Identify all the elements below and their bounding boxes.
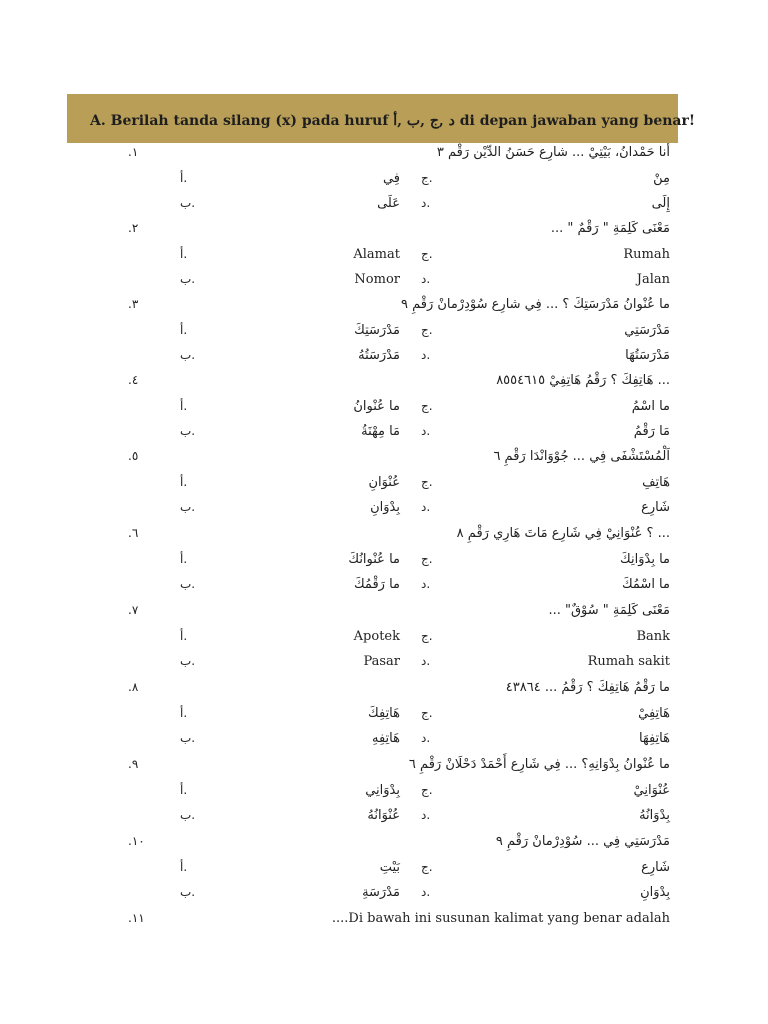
option-b[interactable]: مَدْرَسَتُهُ <box>358 348 400 363</box>
question-text: ....Di bawah ini susunan kalimat yang benar adalah <box>331 911 670 926</box>
option-d[interactable]: إِلَى <box>651 196 670 211</box>
option-c[interactable]: Bank <box>636 629 670 644</box>
question-text: مَعْنَى كَلِمَةِ " سُوْقٌ" ... <box>548 603 670 618</box>
option-a[interactable]: فِي <box>382 171 400 186</box>
question-number: .٨ <box>128 680 139 694</box>
option-d[interactable]: مَا رَقْمُ <box>633 424 670 439</box>
option-letter-b[interactable]: ب. <box>180 885 196 899</box>
question-text: ما عُنْوانُ بِدْوَانِهِ؟ ... فِي شَارِع أَحْمَدْ دَحْلَانْ رَقْمِ ٦ <box>408 757 670 772</box>
option-c[interactable]: ما بِدْوَانِكَ <box>620 552 670 567</box>
option-row <box>0 808 768 832</box>
option-row <box>0 475 768 499</box>
option-c[interactable]: مِنْ <box>653 171 670 186</box>
option-letter-b[interactable]: ب. <box>180 500 196 514</box>
question-row <box>0 145 768 169</box>
option-c[interactable]: هَاتِفِ <box>642 475 670 490</box>
option-row <box>0 171 768 195</box>
option-b[interactable]: عُنْوَانُهُ <box>367 808 400 823</box>
option-letter-c[interactable]: ج. <box>421 860 433 874</box>
question-text: مَعْنَى كَلِمَةِ " رَقْمٌ " ... <box>550 221 670 236</box>
option-letter-d[interactable]: د. <box>421 731 431 745</box>
option-letter-c[interactable]: ج. <box>421 629 433 643</box>
option-b[interactable]: مَا مِهْنَةُ <box>361 424 400 439</box>
option-letter-a[interactable]: أ. <box>180 247 188 261</box>
question-text: اَلْمُسْتَشْفَى فِي ... جُوْوَانْدَا رَقْمِ ٦ <box>493 449 670 464</box>
option-letter-d[interactable]: د. <box>421 885 431 899</box>
question-number: .٩ <box>128 757 139 771</box>
question-row <box>0 834 768 858</box>
option-letter-b[interactable]: ب. <box>180 731 196 745</box>
option-letter-d[interactable]: د. <box>421 577 431 591</box>
option-letter-c[interactable]: ج. <box>421 323 433 337</box>
option-letter-c[interactable]: ج. <box>421 706 433 720</box>
option-a[interactable]: بَيْتِ <box>379 860 400 875</box>
question-number: .٦ <box>128 526 139 540</box>
option-c[interactable]: هَاتِفِيْ <box>638 706 670 721</box>
option-a[interactable]: بِدْوَانِي <box>365 783 400 798</box>
option-d[interactable]: مَدْرَسَتُهَا <box>625 348 670 363</box>
option-letter-c[interactable]: ج. <box>421 475 433 489</box>
option-b[interactable]: ما رَقْمُكَ <box>353 577 400 592</box>
option-row <box>0 577 768 601</box>
option-row <box>0 731 768 755</box>
question-text: مَدْرَسَتِي فِي ... سُوْدِرْمانْ رَقْمِ ٩ <box>495 834 670 849</box>
question-number: .٤ <box>128 373 139 387</box>
option-letter-b[interactable]: ب. <box>180 196 196 210</box>
option-letter-b[interactable]: ب. <box>180 424 196 438</box>
option-c[interactable]: شَارِع <box>641 860 670 875</box>
question-number: .٧ <box>128 603 139 617</box>
option-row <box>0 399 768 423</box>
option-row <box>0 783 768 807</box>
option-d[interactable]: بِدْوَانُهُ <box>639 808 670 823</box>
option-row <box>0 424 768 448</box>
option-letter-a[interactable]: أ. <box>180 783 188 797</box>
question-number: .٢ <box>128 221 139 235</box>
option-letter-c[interactable]: ج. <box>421 247 433 261</box>
question-row <box>0 373 768 397</box>
option-letter-c[interactable]: ج. <box>421 171 433 185</box>
option-c[interactable]: ما اسْمُ <box>631 399 670 414</box>
option-d[interactable]: بِدْوَانِ <box>640 885 670 900</box>
option-letter-d[interactable]: د. <box>421 272 431 286</box>
option-d[interactable]: Jalan <box>636 272 670 287</box>
option-row <box>0 885 768 909</box>
option-c[interactable]: Rumah <box>623 247 670 262</box>
question-number: .٣ <box>128 297 139 311</box>
option-letter-d[interactable]: د. <box>421 196 431 210</box>
question-text: ... هَاتِفِكَ ؟ رَقْمُ هَاتِفِيْ ٨٥٥٤٦١٥ <box>496 373 670 388</box>
option-letter-a[interactable]: أ. <box>180 706 188 720</box>
option-letter-b[interactable]: ب. <box>180 577 196 591</box>
option-b[interactable]: بِدْوَانِ <box>370 500 400 515</box>
question-number: .١١ <box>128 911 145 925</box>
option-letter-d[interactable]: د. <box>421 808 431 822</box>
option-b[interactable]: Pasar <box>363 654 400 669</box>
option-row <box>0 706 768 730</box>
option-letter-b[interactable]: ب. <box>180 808 196 822</box>
question-row <box>0 680 768 704</box>
option-letter-a[interactable]: أ. <box>180 171 188 185</box>
question-text: أنا حَمْدانُ، بَيْتِيْ ... شارِع حَسَنُ الدِّيْن رَقْم ٣ <box>436 145 670 160</box>
question-text: ... ؟ عُنْوَانِيْ فِي شَارِع مَاتَ هَارِي رَقْمِ ٨ <box>456 526 670 541</box>
option-letter-d[interactable]: د. <box>421 348 431 362</box>
option-letter-b[interactable]: ب. <box>180 654 196 668</box>
option-d[interactable]: ما اسْمُكَ <box>621 577 670 592</box>
question-row <box>0 603 768 627</box>
question-row <box>0 221 768 245</box>
option-b[interactable]: هَاتِفِهِ <box>372 731 400 746</box>
option-letter-c[interactable]: ج. <box>421 399 433 413</box>
option-a[interactable]: مَدْرَسَتِكَ <box>354 323 400 338</box>
option-row <box>0 348 768 372</box>
option-row <box>0 500 768 524</box>
option-letter-d[interactable]: د. <box>421 500 431 514</box>
option-c[interactable]: عُنْوَانِيْ <box>633 783 670 798</box>
question-number: .١٠ <box>128 834 145 848</box>
option-a[interactable]: هَاتِفِكَ <box>368 706 400 721</box>
question-row <box>0 757 768 781</box>
option-row <box>0 552 768 576</box>
option-letter-b[interactable]: ب. <box>180 348 196 362</box>
option-row <box>0 272 768 296</box>
option-row <box>0 196 768 220</box>
option-d[interactable]: هَاتِفِهَا <box>639 731 670 746</box>
question-number: .١ <box>128 145 139 159</box>
option-letter-d[interactable]: د. <box>421 424 431 438</box>
option-a[interactable]: Apotek <box>353 629 400 644</box>
question-row <box>0 911 768 935</box>
option-letter-c[interactable]: ج. <box>421 552 433 566</box>
option-b[interactable]: مَدْرَسَةِ <box>362 885 400 900</box>
option-letter-a[interactable]: أ. <box>180 475 188 489</box>
option-letter-a[interactable]: أ. <box>180 399 188 413</box>
option-a[interactable]: عُنْوَانِ <box>368 475 400 490</box>
question-number: .٥ <box>128 449 139 463</box>
option-letter-a[interactable]: أ. <box>180 860 188 874</box>
option-row <box>0 860 768 884</box>
option-row <box>0 629 768 653</box>
option-row <box>0 247 768 271</box>
option-a[interactable]: ما عُنْوانُكَ <box>348 552 400 567</box>
option-b[interactable]: Nomor <box>354 272 400 287</box>
option-b[interactable]: عَلَى <box>377 196 400 211</box>
question-text: ما عُنْوانُ مَدْرَسَتِكَ ؟ ... فِي شارِع سُوْدِرْمانْ رَقْمِ ٩ <box>400 297 670 312</box>
option-d[interactable]: Rumah sakit <box>587 654 670 669</box>
option-d[interactable]: شَارِع <box>641 500 670 515</box>
question-row <box>0 297 768 321</box>
option-letter-a[interactable]: أ. <box>180 323 188 337</box>
option-c[interactable]: مَدْرَسَتِي <box>624 323 670 338</box>
question-text: ما رَقْمُ هَاتِفِكَ ؟ رَقْمُ ... ٤٣٨٦٤ <box>505 680 670 695</box>
option-a[interactable]: ما عُنْوانُ <box>353 399 400 414</box>
option-letter-a[interactable]: أ. <box>180 552 188 566</box>
option-a[interactable]: Alamat <box>353 247 400 262</box>
option-letter-a[interactable]: أ. <box>180 629 188 643</box>
option-row <box>0 654 768 678</box>
instruction-text: A. Berilah tanda silang (x) pada huruf د ,ج ,ب ,أ di depan jawaban yang benar! <box>90 113 695 129</box>
option-letter-b[interactable]: ب. <box>180 272 196 286</box>
question-row <box>0 449 768 473</box>
option-row <box>0 323 768 347</box>
option-letter-d[interactable]: د. <box>421 654 431 668</box>
question-row <box>0 526 768 550</box>
option-letter-c[interactable]: ج. <box>421 783 433 797</box>
